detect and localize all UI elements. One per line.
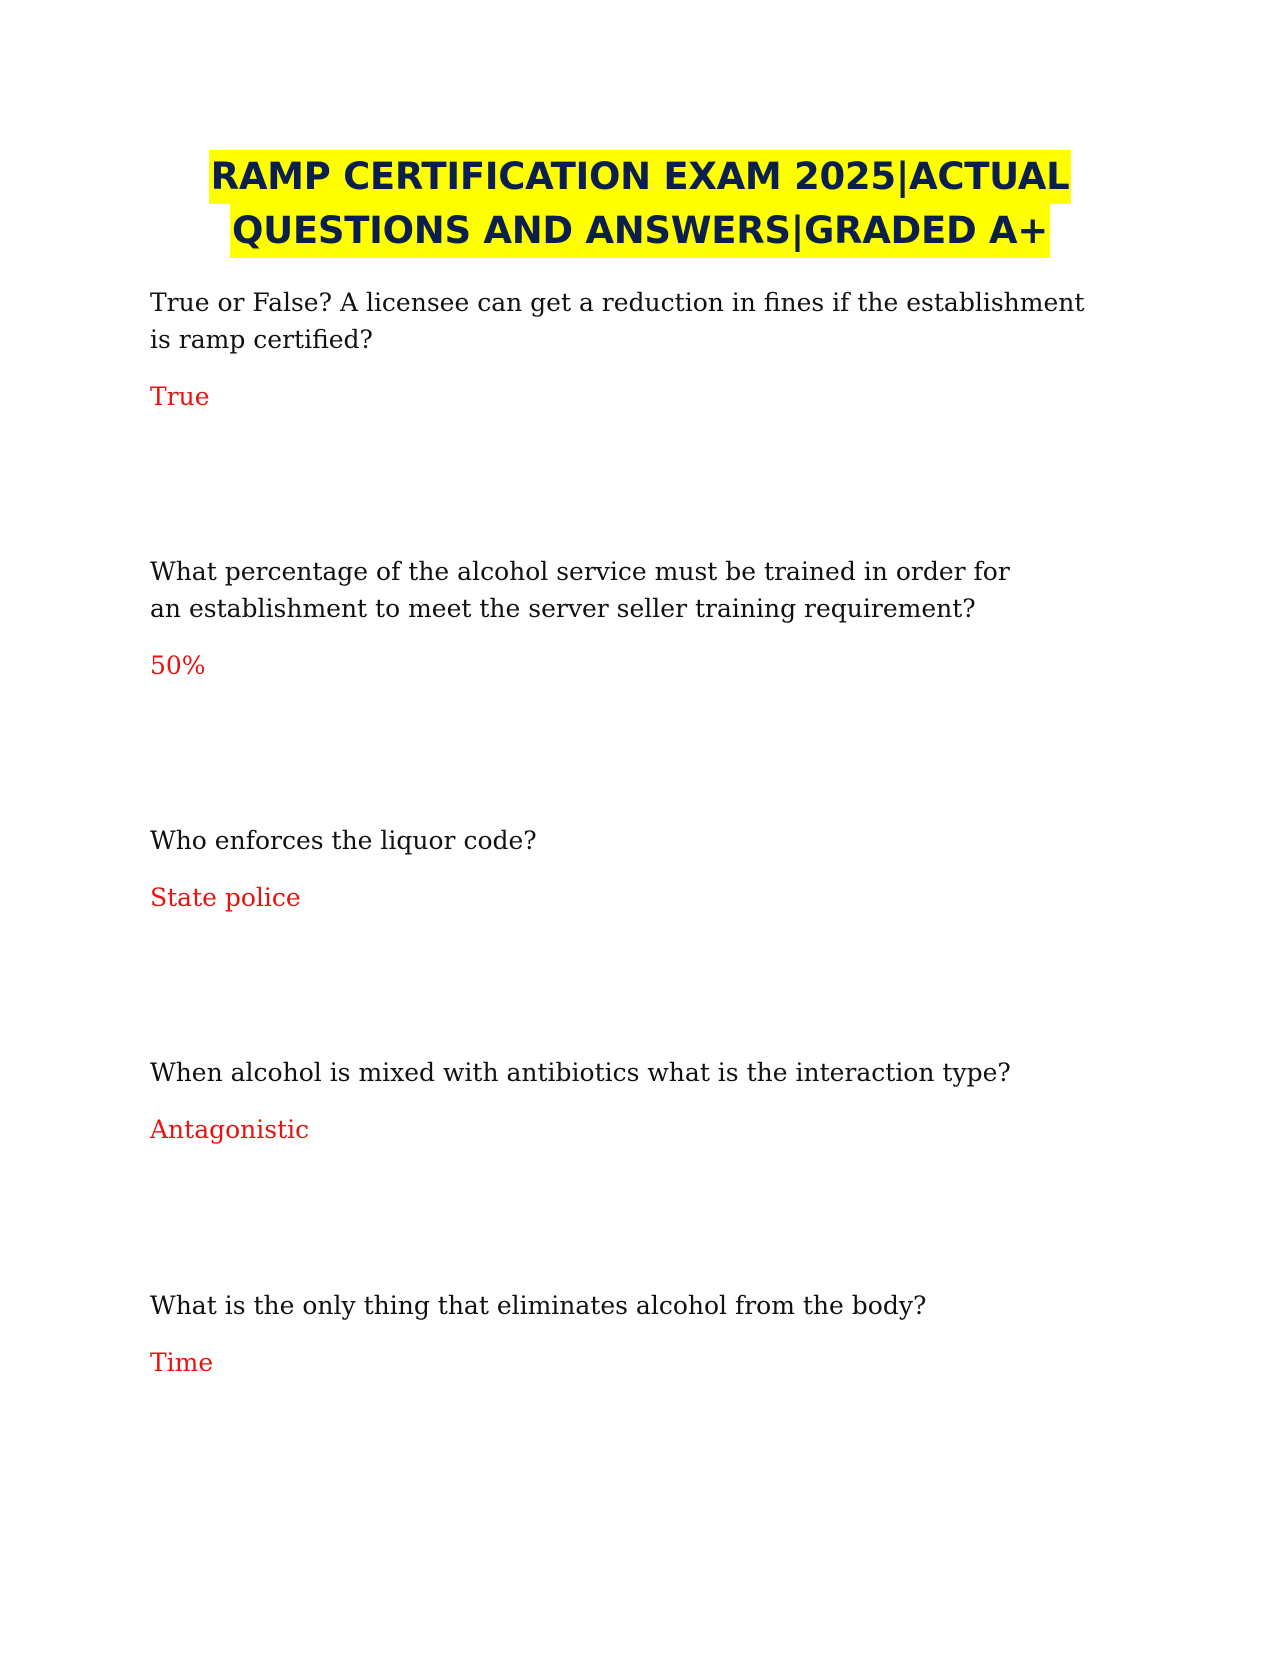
answer-text: State police: [150, 883, 301, 912]
title-line-2: QUESTIONS AND ANSWERS|GRADED A+: [230, 204, 1050, 258]
qa-item-2: [150, 553, 1010, 684]
title-line-1: RAMP CERTIFICATION EXAM 2025|ACTUAL: [209, 150, 1072, 204]
qa-item-4: [150, 1054, 1130, 1148]
question-text: What percentage of the alcohol service must be trained in order for an establishment to meet the server seller training requirement?: [150, 557, 1010, 623]
answer-text: 50%: [150, 651, 206, 680]
qa-item-3: [150, 822, 1130, 916]
answer-text: True: [150, 382, 210, 411]
question-text: True or False? A licensee can get a reduction in fines if the establishment is ramp certified?: [150, 288, 1085, 354]
answer-text: Time: [150, 1348, 214, 1377]
qa-item-5: [150, 1287, 1130, 1381]
answer-text: Antagonistic: [150, 1115, 310, 1144]
question-text: What is the only thing that eliminates alcohol from the body?: [150, 1291, 927, 1320]
qa-item-1: [150, 284, 1110, 415]
question-text: When alcohol is mixed with antibiotics what is the interaction type?: [150, 1058, 1011, 1087]
document-title: [0, 150, 1280, 258]
question-text: Who enforces the liquor code?: [150, 826, 537, 855]
